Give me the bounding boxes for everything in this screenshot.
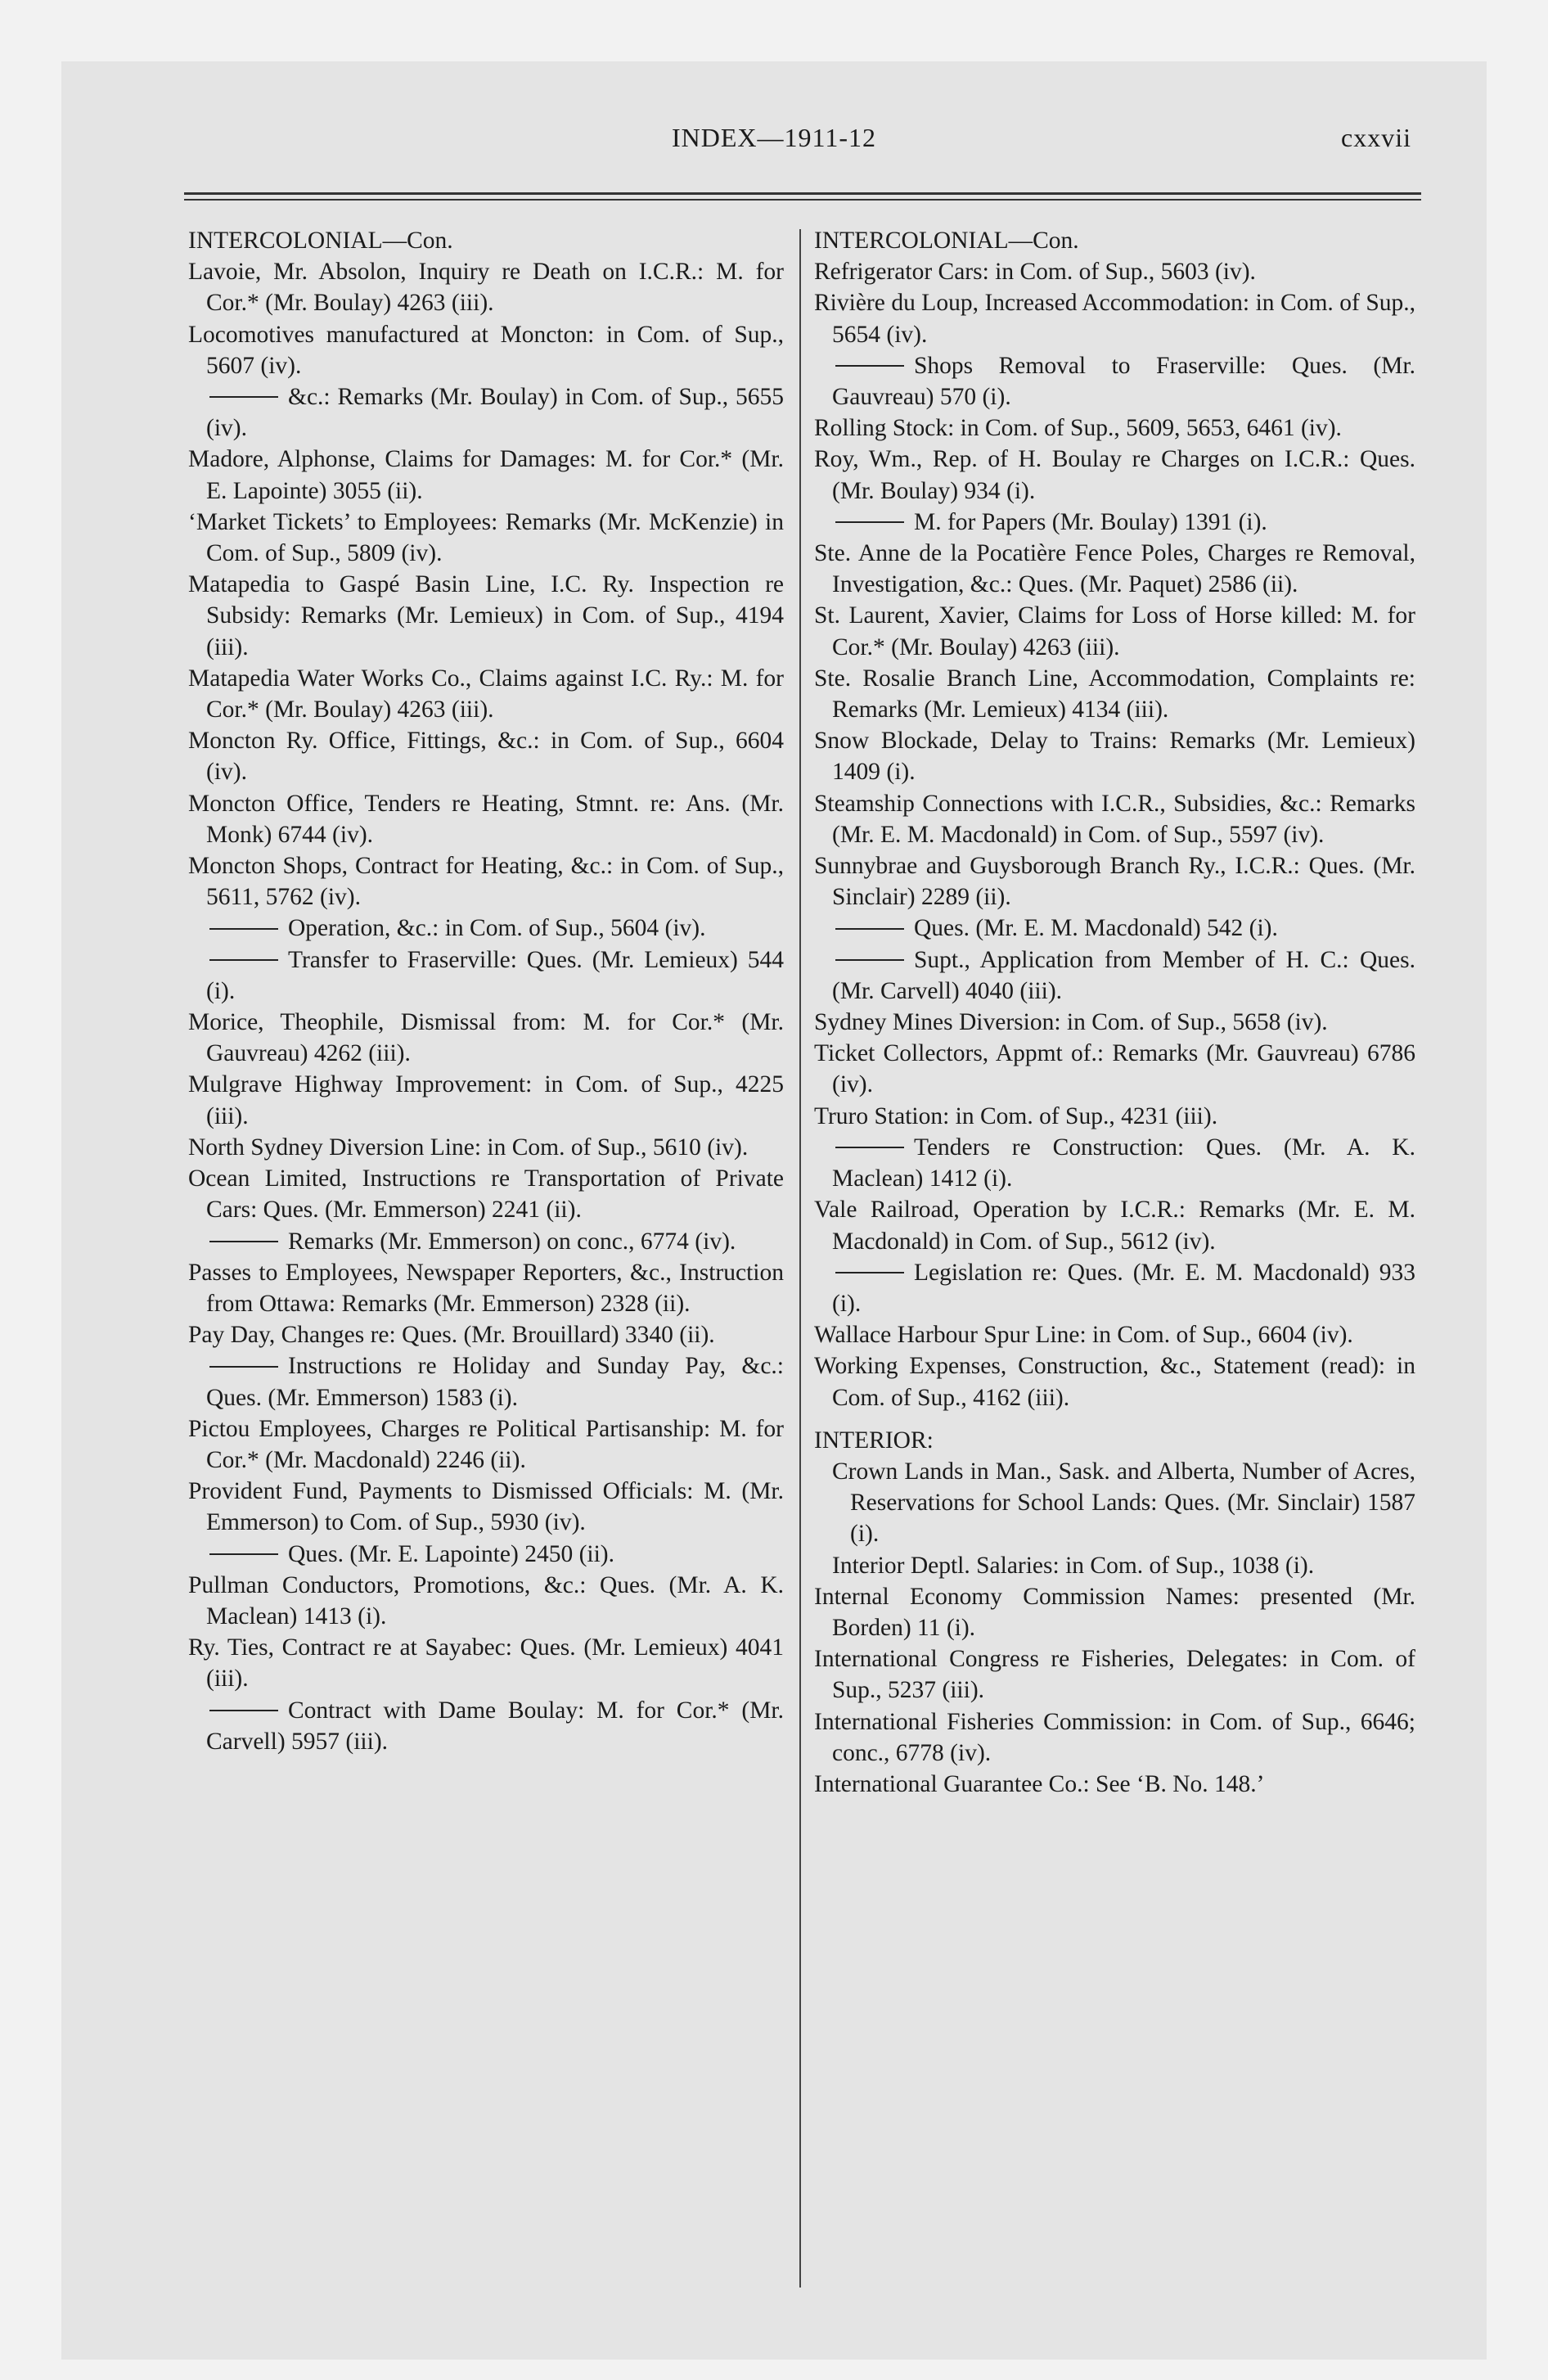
index-entry <box>188 1632 784 1694</box>
ditto-dash <box>835 521 904 523</box>
entry-text: Madore, Alphonse, Claims for Damages: M. for Cor.* (Mr. E. Lapointe) 3055 (ii). <box>188 446 784 504</box>
index-subentry <box>814 507 1415 538</box>
entry-text: Sunnybrae and Guysborough Branch Ry., I.C.R.: Ques. (Mr. Sinclair) 2289 (ii). <box>814 853 1415 911</box>
ditto-dash <box>209 396 278 398</box>
entry-text: Rivière du Loup, Increased Accommodation: in Com. of Sup., 5654 (iv). <box>814 290 1415 348</box>
index-subentry <box>188 1539 784 1570</box>
entry-text: Vale Railroad, Operation by I.C.R.: Remarks (Mr. E. M. Macdonald) in Com. of Sup., 5612 (iv). <box>814 1197 1415 1255</box>
index-entry <box>188 663 784 725</box>
index-entry <box>188 1163 784 1225</box>
index-entry <box>188 507 784 569</box>
ditto-dash <box>209 959 278 961</box>
index-entry <box>814 1007 1415 1038</box>
entry-text: Rolling Stock: in Com. of Sup., 5609, 5653, 6461 (iv). <box>814 415 1342 442</box>
index-entry <box>814 1038 1415 1100</box>
page-number: cxxvii <box>1341 123 1411 152</box>
entry-text: Ste. Rosalie Branch Line, Accommodation, Complaints re: Remarks (Mr. Lemieux) 4134 (iii). <box>814 665 1415 723</box>
index-entry <box>814 1769 1415 1800</box>
index-entry <box>814 287 1415 349</box>
entry-text: &c.: Remarks (Mr. Boulay) in Com. of Sup., 5655 (iv). <box>206 384 784 442</box>
index-entry <box>188 1319 784 1350</box>
section-heading: INTERCOLONIAL—Con. <box>814 228 1079 254</box>
index-entry <box>832 1456 1415 1550</box>
index-entry <box>814 1350 1415 1413</box>
entry-text: Mulgrave Highway Improvement: in Com. of Sup., 4225 (iii). <box>188 1071 784 1129</box>
index-entry <box>814 1706 1415 1769</box>
index-entry <box>814 1581 1415 1643</box>
index-entry <box>188 569 784 663</box>
index-subentry <box>814 1132 1415 1194</box>
index-entry <box>188 1132 784 1163</box>
ditto-dash <box>835 1147 904 1148</box>
entry-text: Steamship Connections with I.C.R., Subsidies, &c.: Remarks (Mr. E. M. Macdonald) in Com. of Sup., 5597 (iv). <box>814 790 1415 848</box>
entry-text: ‘Market Tickets’ to Employees: Remarks (Mr. McKenzie) in Com. of Sup., 5809 (iv). <box>188 508 784 567</box>
entry-text: Ry. Ties, Contract re at Sayabec: Ques. (Mr. Lemieux) 4041 (iii). <box>188 1634 784 1693</box>
index-subentry <box>814 913 1415 944</box>
index-subentry <box>188 381 784 444</box>
entry-text: Tenders re Construction: Ques. (Mr. A. K. Maclean) 1412 (i). <box>832 1134 1415 1192</box>
entry-text: Working Expenses, Construction, &c., Statement (read): in Com. of Sup., 4162 (iii). <box>814 1353 1415 1411</box>
index-entry <box>814 1101 1415 1132</box>
index-entry <box>832 1550 1415 1581</box>
index-entry <box>814 412 1415 444</box>
entry-text: Internal Economy Commission Names: presented (Mr. Borden) 11 (i). <box>814 1583 1415 1641</box>
entry-text: Ques. (Mr. E. M. Macdonald) 542 (i). <box>914 915 1278 942</box>
header-rule-thick <box>184 192 1421 195</box>
column-divider <box>799 229 801 2288</box>
index-entry <box>188 1413 784 1476</box>
entry-text: Moncton Shops, Contract for Heating, &c.: in Com. of Sup., 5611, 5762 (iv). <box>188 853 784 911</box>
entry-text: St. Laurent, Xavier, Claims for Loss of Horse killed: M. for Cor.* (Mr. Boulay) 4263 (iii). <box>814 602 1415 660</box>
index-entry <box>814 1319 1415 1350</box>
right-column <box>814 225 1415 1800</box>
left-column <box>188 225 784 1757</box>
index-entry <box>188 444 784 506</box>
entry-text: Interior Deptl. Salaries: in Com. of Sup., 1038 (i). <box>832 1552 1315 1579</box>
entry-text: Matapedia Water Works Co., Claims against I.C. Ry.: M. for Cor.* (Mr. Boulay) 4263 (iii). <box>188 665 784 723</box>
entry-text: Contract with Dame Boulay: M. for Cor.* (Mr. Carvell) 5957 (iii). <box>206 1697 784 1755</box>
index-entry <box>814 850 1415 913</box>
international-entry-list <box>814 1581 1415 1800</box>
entry-text: Remarks (Mr. Emmerson) on conc., 6774 (iv). <box>288 1228 736 1255</box>
interior-entry-list <box>814 1456 1415 1581</box>
index-entry <box>814 1643 1415 1706</box>
running-title: INDEX—1911-12 <box>672 123 876 152</box>
entry-text: Wallace Harbour Spur Line: in Com. of Sup., 6604 (iv). <box>814 1322 1353 1349</box>
index-subentry <box>814 944 1415 1007</box>
entry-text: North Sydney Diversion Line: in Com. of Sup., 5610 (iv). <box>188 1134 749 1161</box>
entry-text: M. for Papers (Mr. Boulay) 1391 (i). <box>914 508 1267 535</box>
entry-text: Provident Fund, Payments to Dismissed Officials: M. (Mr. Emmerson) to Com. of Sup., 5930 (iv). <box>188 1478 784 1536</box>
index-entry <box>814 1194 1415 1256</box>
index-entry <box>814 663 1415 725</box>
entry-text: International Congress re Fisheries, Delegates: in Com. of Sup., 5237 (iii). <box>814 1646 1415 1704</box>
entry-text: Lavoie, Mr. Absolon, Inquiry re Death on I.C.R.: M. for Cor.* (Mr. Boulay) 4263 (iii). <box>188 259 784 317</box>
entry-text: Legislation re: Ques. (Mr. E. M. Macdonald) 933 (i). <box>832 1259 1415 1317</box>
ditto-dash <box>209 1553 278 1555</box>
entry-text: Transfer to Fraserville: Ques. (Mr. Lemieux) 544 (i). <box>206 946 784 1004</box>
index-subentry <box>814 350 1415 412</box>
ditto-dash <box>209 1241 278 1242</box>
section-heading: INTERCOLONIAL—Con. <box>188 228 453 254</box>
index-entry <box>188 1069 784 1131</box>
index-entry <box>814 788 1415 850</box>
scanned-page <box>61 61 1487 2360</box>
section-heading-interior: INTERIOR: <box>814 1427 934 1454</box>
index-subentry <box>188 944 784 1007</box>
entry-text: Moncton Office, Tenders re Heating, Stmnt. re: Ans. (Mr. Monk) 6744 (iv). <box>188 790 784 848</box>
entry-text: Roy, Wm., Rep. of H. Boulay re Charges on I.C.R.: Ques. (Mr. Boulay) 934 (i). <box>814 446 1415 504</box>
index-entry <box>188 725 784 787</box>
index-entry <box>188 1476 784 1538</box>
index-entry <box>188 1257 784 1319</box>
entry-text: Pay Day, Changes re: Ques. (Mr. Brouillard) 3340 (ii). <box>188 1322 715 1349</box>
index-entry <box>814 725 1415 787</box>
entry-text: Ques. (Mr. E. Lapointe) 2450 (ii). <box>288 1540 614 1567</box>
index-subentry <box>188 913 784 944</box>
index-subentry <box>188 1350 784 1413</box>
ditto-dash <box>835 928 904 930</box>
entry-text: Refrigerator Cars: in Com. of Sup., 5603 (iv). <box>814 259 1256 286</box>
ditto-dash <box>835 959 904 961</box>
index-entry <box>814 600 1415 662</box>
index-entry <box>814 444 1415 506</box>
index-subentry <box>814 1257 1415 1319</box>
entry-text: Crown Lands in Man., Sask. and Alberta, Number of Acres, Reservations for School Lands: Ques. (Mr. Sinclair) 1587 (i). <box>832 1458 1415 1548</box>
index-entry <box>814 538 1415 600</box>
entry-text: Operation, &c.: in Com. of Sup., 5604 (iv). <box>288 915 706 942</box>
entry-text: Ste. Anne de la Pocatière Fence Poles, Charges re Removal, Investigation, &c.: Ques. (Mr. Paquet) 2586 (ii). <box>814 540 1415 598</box>
entry-text: Sydney Mines Diversion: in Com. of Sup., 5658 (iv). <box>814 1009 1328 1036</box>
entry-text: Moncton Ry. Office, Fittings, &c.: in Com. of Sup., 6604 (iv). <box>188 728 784 786</box>
index-subentry <box>188 1226 784 1257</box>
index-entry <box>188 850 784 913</box>
ditto-dash <box>835 1272 904 1273</box>
ditto-dash <box>209 1710 278 1711</box>
ditto-dash <box>835 365 904 367</box>
index-entry <box>188 1570 784 1632</box>
entry-text: International Fisheries Commission: in Com. of Sup., 6646; conc., 6778 (iv). <box>814 1708 1415 1766</box>
index-entry <box>188 1007 784 1069</box>
right-entry-list <box>814 256 1415 1413</box>
entry-text: Truro Station: in Com. of Sup., 4231 (iii). <box>814 1102 1218 1129</box>
entry-text: Ocean Limited, Instructions re Transportation of Private Cars: Ques. (Mr. Emmerson) 2241 (ii). <box>188 1165 784 1224</box>
entry-text: Morice, Theophile, Dismissal from: M. for Cor.* (Mr. Gauvreau) 4262 (iii). <box>188 1009 784 1067</box>
page-header <box>61 123 1487 172</box>
entry-text: Matapedia to Gaspé Basin Line, I.C. Ry. Inspection re Subsidy: Remarks (Mr. Lemieux) in Com. of Sup., 4194 (iii). <box>188 571 784 660</box>
index-entry <box>188 319 784 381</box>
entry-text: Passes to Employees, Newspaper Reporters, &c., Instruction from Ottawa: Remarks (Mr. Emmerson) 2328 (ii). <box>188 1259 784 1317</box>
index-subentry <box>188 1695 784 1757</box>
ditto-dash <box>209 928 278 930</box>
entry-text: Snow Blockade, Delay to Trains: Remarks (Mr. Lemieux) 1409 (i). <box>814 728 1415 786</box>
index-entry <box>188 256 784 318</box>
index-entry <box>188 788 784 850</box>
left-entry-list <box>188 256 784 1757</box>
index-entry <box>814 256 1415 287</box>
entry-text: International Guarantee Co.: See ‘B. No. 148.’ <box>814 1770 1265 1797</box>
entry-text: Shops Removal to Fraserville: Ques. (Mr. Gauvreau) 570 (i). <box>832 352 1415 411</box>
entry-text: Locomotives manufactured at Moncton: in Com. of Sup., 5607 (iv). <box>188 321 784 379</box>
entry-text: Pictou Employees, Charges re Political Partisanship: M. for Cor.* (Mr. Macdonald) 2246 (ii). <box>188 1415 784 1473</box>
header-rule-thin <box>184 199 1421 201</box>
entry-text: Ticket Collectors, Appmt of.: Remarks (Mr. Gauvreau) 6786 (iv). <box>814 1040 1415 1098</box>
entry-text: Instructions re Holiday and Sunday Pay, &c.: Ques. (Mr. Emmerson) 1583 (i). <box>206 1353 784 1411</box>
ditto-dash <box>209 1366 278 1368</box>
entry-text: Pullman Conductors, Promotions, &c.: Ques. (Mr. A. K. Maclean) 1413 (i). <box>188 1571 784 1629</box>
entry-text: Supt., Application from Member of H. C.: Ques. (Mr. Carvell) 4040 (iii). <box>832 946 1415 1004</box>
